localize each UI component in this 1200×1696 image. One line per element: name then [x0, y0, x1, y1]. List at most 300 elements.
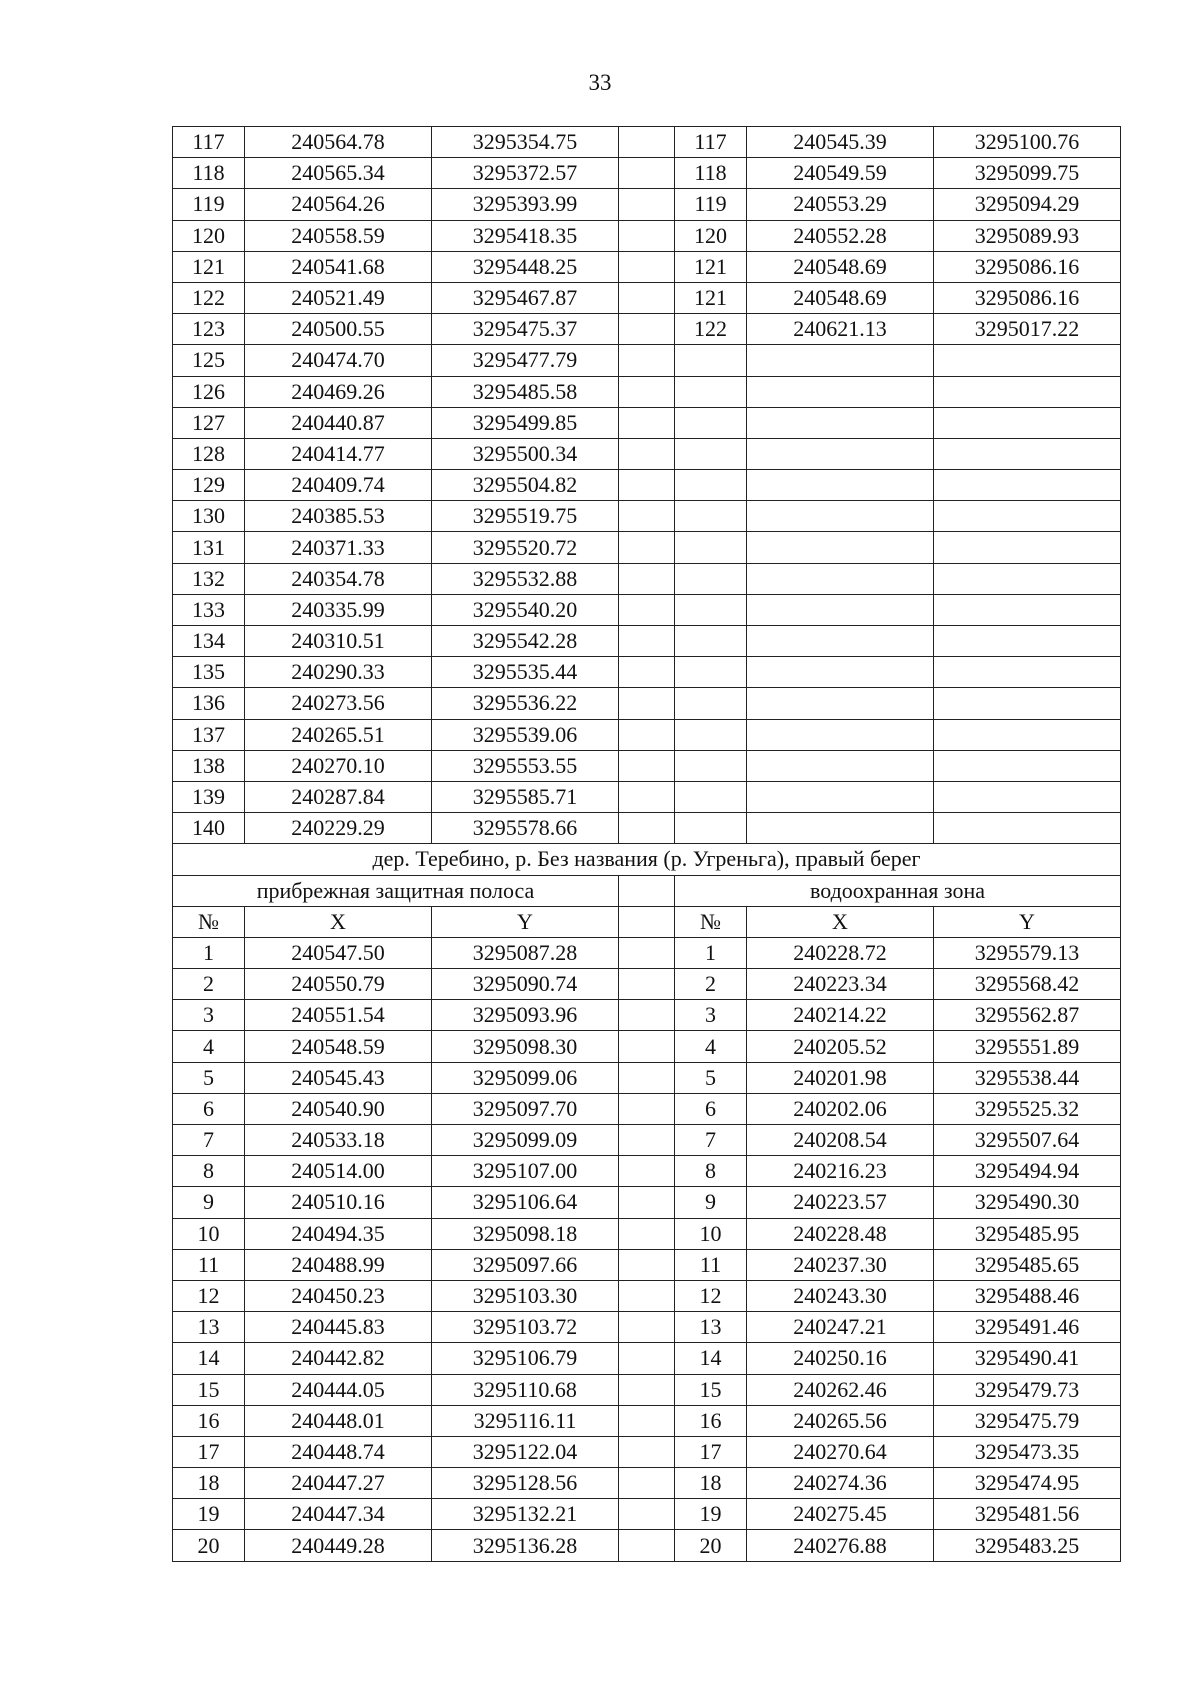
right-x: 240275.45 — [747, 1499, 934, 1530]
right-x — [747, 750, 934, 781]
left-x: 240494.35 — [245, 1218, 432, 1249]
right-y: 3295485.65 — [934, 1249, 1121, 1280]
left-y: 3295475.37 — [432, 314, 619, 345]
table-row — [173, 688, 1121, 719]
table-row — [173, 937, 1121, 968]
right-y: 3295488.46 — [934, 1280, 1121, 1311]
right-col-y-header: Y — [934, 906, 1121, 937]
left-point-number: 119 — [173, 189, 245, 220]
left-col-y-header: Y — [432, 906, 619, 937]
right-x — [747, 345, 934, 376]
left-x: 240385.53 — [245, 501, 432, 532]
right-y: 3295490.41 — [934, 1343, 1121, 1374]
section-title-row — [173, 844, 1121, 875]
page-number: 33 — [588, 70, 612, 95]
right-point-number: 5 — [675, 1062, 747, 1093]
right-point-number: 10 — [675, 1218, 747, 1249]
right-y: 3295086.16 — [934, 251, 1121, 282]
right-point-number: 3 — [675, 1000, 747, 1031]
table-row — [173, 1125, 1121, 1156]
right-y: 3295481.56 — [934, 1499, 1121, 1530]
left-point-number: 17 — [173, 1436, 245, 1467]
right-x — [747, 719, 934, 750]
coordinates-table — [172, 126, 1121, 1562]
left-x: 240440.87 — [245, 407, 432, 438]
right-x: 240237.30 — [747, 1249, 934, 1280]
left-x: 240371.33 — [245, 532, 432, 563]
left-y: 3295354.75 — [432, 127, 619, 158]
right-x: 240265.56 — [747, 1405, 934, 1436]
table-row — [173, 189, 1121, 220]
left-y: 3295485.58 — [432, 376, 619, 407]
left-y: 3295504.82 — [432, 470, 619, 501]
right-x — [747, 407, 934, 438]
left-x: 240445.83 — [245, 1312, 432, 1343]
gap-cell — [619, 1468, 675, 1499]
right-y — [934, 719, 1121, 750]
table-row — [173, 1093, 1121, 1124]
left-y: 3295540.20 — [432, 594, 619, 625]
left-y: 3295448.25 — [432, 251, 619, 282]
right-point-number — [675, 345, 747, 376]
section-header — [173, 844, 1121, 938]
table-row — [173, 594, 1121, 625]
right-point-number: 8 — [675, 1156, 747, 1187]
right-y: 3295491.46 — [934, 1312, 1121, 1343]
left-y: 3295393.99 — [432, 189, 619, 220]
table-row — [173, 220, 1121, 251]
left-point-number: 14 — [173, 1343, 245, 1374]
table-row — [173, 470, 1121, 501]
left-point-number: 18 — [173, 1468, 245, 1499]
left-point-number: 129 — [173, 470, 245, 501]
gap-cell — [619, 875, 675, 906]
gap-cell — [619, 1249, 675, 1280]
table-row — [173, 438, 1121, 469]
left-point-number: 118 — [173, 158, 245, 189]
gap-cell — [619, 750, 675, 781]
gap-cell — [619, 1405, 675, 1436]
table-row — [173, 1031, 1121, 1062]
right-y: 3295474.95 — [934, 1468, 1121, 1499]
right-point-number: 121 — [675, 251, 747, 282]
right-point-number: 122 — [675, 314, 747, 345]
table-row — [173, 345, 1121, 376]
table-row — [173, 1062, 1121, 1093]
gap-cell — [619, 1343, 675, 1374]
right-x: 240202.06 — [747, 1093, 934, 1124]
right-point-number — [675, 438, 747, 469]
gap-cell — [619, 1156, 675, 1187]
right-x: 240228.72 — [747, 937, 934, 968]
right-point-number — [675, 750, 747, 781]
table-row — [173, 1499, 1121, 1530]
right-point-number — [675, 407, 747, 438]
left-y: 3295103.72 — [432, 1312, 619, 1343]
left-point-number: 133 — [173, 594, 245, 625]
gap-cell — [619, 969, 675, 1000]
right-x: 240621.13 — [747, 314, 934, 345]
gap-cell — [619, 1062, 675, 1093]
right-x — [747, 376, 934, 407]
gap-cell — [619, 906, 675, 937]
right-point-number: 4 — [675, 1031, 747, 1062]
left-y: 3295553.55 — [432, 750, 619, 781]
left-y: 3295099.06 — [432, 1062, 619, 1093]
gap-cell — [619, 657, 675, 688]
table-row — [173, 282, 1121, 313]
left-x: 240287.84 — [245, 781, 432, 812]
left-point-number: 135 — [173, 657, 245, 688]
left-x: 240488.99 — [245, 1249, 432, 1280]
gap-cell — [619, 1530, 675, 1561]
left-point-number: 130 — [173, 501, 245, 532]
left-point-number: 12 — [173, 1280, 245, 1311]
right-y: 3295089.93 — [934, 220, 1121, 251]
left-y: 3295116.11 — [432, 1405, 619, 1436]
left-y: 3295098.18 — [432, 1218, 619, 1249]
right-x: 240216.23 — [747, 1156, 934, 1187]
left-point-number: 131 — [173, 532, 245, 563]
left-y: 3295418.35 — [432, 220, 619, 251]
right-x: 240208.54 — [747, 1125, 934, 1156]
right-y: 3295475.79 — [934, 1405, 1121, 1436]
gap-cell — [619, 1499, 675, 1530]
table-row — [173, 1187, 1121, 1218]
left-y: 3295106.79 — [432, 1343, 619, 1374]
left-point-number: 7 — [173, 1125, 245, 1156]
left-y: 3295536.22 — [432, 688, 619, 719]
gap-cell — [619, 1031, 675, 1062]
left-col-num-header: № — [173, 906, 245, 937]
left-point-number: 138 — [173, 750, 245, 781]
gap-cell — [619, 1125, 675, 1156]
right-point-number — [675, 594, 747, 625]
left-y: 3295107.00 — [432, 1156, 619, 1187]
left-x: 240449.28 — [245, 1530, 432, 1561]
table-row — [173, 532, 1121, 563]
gap-cell — [619, 1187, 675, 1218]
left-x: 240541.68 — [245, 251, 432, 282]
right-y: 3295479.73 — [934, 1374, 1121, 1405]
right-point-number: 7 — [675, 1125, 747, 1156]
right-y — [934, 345, 1121, 376]
right-x — [747, 813, 934, 844]
right-x — [747, 594, 934, 625]
table-row — [173, 1156, 1121, 1187]
gap-cell — [619, 1312, 675, 1343]
gap-cell — [619, 937, 675, 968]
left-x: 240548.59 — [245, 1031, 432, 1062]
left-y: 3295103.30 — [432, 1280, 619, 1311]
left-point-number: 120 — [173, 220, 245, 251]
right-y: 3295568.42 — [934, 969, 1121, 1000]
left-y: 3295519.75 — [432, 501, 619, 532]
right-x: 240223.57 — [747, 1187, 934, 1218]
continuation-rows — [173, 127, 1121, 844]
left-y: 3295477.79 — [432, 345, 619, 376]
gap-cell — [619, 719, 675, 750]
gap-cell — [619, 158, 675, 189]
left-point-number: 121 — [173, 251, 245, 282]
gap-cell — [619, 189, 675, 220]
left-point-number: 134 — [173, 626, 245, 657]
right-x: 240247.21 — [747, 1312, 934, 1343]
left-y: 3295539.06 — [432, 719, 619, 750]
left-x: 240290.33 — [245, 657, 432, 688]
right-y — [934, 563, 1121, 594]
left-point-number: 11 — [173, 1249, 245, 1280]
right-x: 240553.29 — [747, 189, 934, 220]
right-x — [747, 470, 934, 501]
right-y: 3295490.30 — [934, 1187, 1121, 1218]
right-x: 240214.22 — [747, 1000, 934, 1031]
gap-cell — [619, 813, 675, 844]
left-x: 240265.51 — [245, 719, 432, 750]
right-y — [934, 750, 1121, 781]
table-row — [173, 251, 1121, 282]
left-point-number: 15 — [173, 1374, 245, 1405]
left-x: 240450.23 — [245, 1280, 432, 1311]
left-x: 240565.34 — [245, 158, 432, 189]
left-point-number: 137 — [173, 719, 245, 750]
gap-cell — [619, 1218, 675, 1249]
gap-cell — [619, 1093, 675, 1124]
right-y — [934, 532, 1121, 563]
left-y: 3295090.74 — [432, 969, 619, 1000]
left-x: 240229.29 — [245, 813, 432, 844]
table-row — [173, 750, 1121, 781]
right-y: 3295099.75 — [934, 158, 1121, 189]
left-point-number: 1 — [173, 937, 245, 968]
right-point-number: 16 — [675, 1405, 747, 1436]
right-x: 240276.88 — [747, 1530, 934, 1561]
section-rows — [173, 937, 1121, 1561]
right-point-number: 9 — [675, 1187, 747, 1218]
right-point-number — [675, 813, 747, 844]
left-point-number: 16 — [173, 1405, 245, 1436]
right-point-number — [675, 470, 747, 501]
right-x: 240548.69 — [747, 251, 934, 282]
right-y — [934, 688, 1121, 719]
table-row — [173, 501, 1121, 532]
gap-cell — [619, 1374, 675, 1405]
right-col-num-header: № — [675, 906, 747, 937]
left-y: 3295520.72 — [432, 532, 619, 563]
gap-cell — [619, 688, 675, 719]
table-row — [173, 813, 1121, 844]
right-y: 3295538.44 — [934, 1062, 1121, 1093]
right-x: 240549.59 — [747, 158, 934, 189]
table-row — [173, 969, 1121, 1000]
right-x: 240250.16 — [747, 1343, 934, 1374]
right-point-number — [675, 657, 747, 688]
left-point-number: 8 — [173, 1156, 245, 1187]
left-x: 240469.26 — [245, 376, 432, 407]
right-point-number: 11 — [675, 1249, 747, 1280]
right-point-number — [675, 563, 747, 594]
gap-cell — [619, 376, 675, 407]
right-y — [934, 470, 1121, 501]
gap-cell — [619, 1280, 675, 1311]
table-row — [173, 1374, 1121, 1405]
left-x: 240510.16 — [245, 1187, 432, 1218]
table-row — [173, 657, 1121, 688]
right-point-number: 119 — [675, 189, 747, 220]
right-x: 240228.48 — [747, 1218, 934, 1249]
right-x: 240552.28 — [747, 220, 934, 251]
right-point-number: 12 — [675, 1280, 747, 1311]
left-x: 240447.27 — [245, 1468, 432, 1499]
right-x: 240205.52 — [747, 1031, 934, 1062]
table-row — [173, 1218, 1121, 1249]
right-x: 240270.64 — [747, 1436, 934, 1467]
gap-cell — [619, 345, 675, 376]
left-y: 3295132.21 — [432, 1499, 619, 1530]
table-row — [173, 127, 1121, 158]
left-y: 3295128.56 — [432, 1468, 619, 1499]
table-row — [173, 781, 1121, 812]
gap-cell — [619, 1000, 675, 1031]
left-x: 240335.99 — [245, 594, 432, 625]
left-x: 240514.00 — [245, 1156, 432, 1187]
left-point-number: 2 — [173, 969, 245, 1000]
zone-header-row — [173, 875, 1121, 906]
right-y: 3295017.22 — [934, 314, 1121, 345]
right-point-number — [675, 376, 747, 407]
right-y: 3295483.25 — [934, 1530, 1121, 1561]
gap-cell — [619, 438, 675, 469]
right-y — [934, 376, 1121, 407]
left-point-number: 136 — [173, 688, 245, 719]
gap-cell — [619, 532, 675, 563]
left-y: 3295093.96 — [432, 1000, 619, 1031]
table-row — [173, 719, 1121, 750]
left-x: 240273.56 — [245, 688, 432, 719]
left-point-number: 122 — [173, 282, 245, 313]
left-y: 3295467.87 — [432, 282, 619, 313]
left-y: 3295542.28 — [432, 626, 619, 657]
left-y: 3295097.66 — [432, 1249, 619, 1280]
table-row — [173, 1343, 1121, 1374]
left-x: 240270.10 — [245, 750, 432, 781]
right-point-number: 20 — [675, 1530, 747, 1561]
left-point-number: 6 — [173, 1093, 245, 1124]
left-x: 240533.18 — [245, 1125, 432, 1156]
left-x: 240564.26 — [245, 189, 432, 220]
right-x: 240243.30 — [747, 1280, 934, 1311]
left-point-number: 117 — [173, 127, 245, 158]
right-x — [747, 657, 934, 688]
gap-cell — [619, 251, 675, 282]
section-title: дер. Теребино, р. Без названия (р. Угреньга), правый берег — [173, 844, 1121, 875]
left-y: 3295122.04 — [432, 1436, 619, 1467]
right-y — [934, 407, 1121, 438]
table-row — [173, 376, 1121, 407]
right-y — [934, 813, 1121, 844]
right-x: 240274.36 — [747, 1468, 934, 1499]
right-point-number: 118 — [675, 158, 747, 189]
right-col-x-header: X — [747, 906, 934, 937]
left-point-number: 123 — [173, 314, 245, 345]
table-row — [173, 1530, 1121, 1561]
right-point-number: 2 — [675, 969, 747, 1000]
right-point-number: 117 — [675, 127, 747, 158]
left-x: 240310.51 — [245, 626, 432, 657]
left-y: 3295098.30 — [432, 1031, 619, 1062]
right-point-number: 6 — [675, 1093, 747, 1124]
left-y: 3295099.09 — [432, 1125, 619, 1156]
left-x: 240444.05 — [245, 1374, 432, 1405]
right-y: 3295525.32 — [934, 1093, 1121, 1124]
left-y: 3295106.64 — [432, 1187, 619, 1218]
left-y: 3295110.68 — [432, 1374, 619, 1405]
left-x: 240414.77 — [245, 438, 432, 469]
left-y: 3295578.66 — [432, 813, 619, 844]
left-x: 240558.59 — [245, 220, 432, 251]
table-row — [173, 626, 1121, 657]
gap-cell — [619, 407, 675, 438]
column-header-row — [173, 906, 1121, 937]
left-point-number: 126 — [173, 376, 245, 407]
gap-cell — [619, 282, 675, 313]
left-point-number: 13 — [173, 1312, 245, 1343]
right-y — [934, 781, 1121, 812]
right-y: 3295507.64 — [934, 1125, 1121, 1156]
left-point-number: 125 — [173, 345, 245, 376]
left-x: 240409.74 — [245, 470, 432, 501]
right-y: 3295562.87 — [934, 1000, 1121, 1031]
left-x: 240447.34 — [245, 1499, 432, 1530]
right-y: 3295485.95 — [934, 1218, 1121, 1249]
right-x — [747, 438, 934, 469]
right-y — [934, 626, 1121, 657]
left-point-number: 20 — [173, 1530, 245, 1561]
left-x: 240442.82 — [245, 1343, 432, 1374]
left-point-number: 139 — [173, 781, 245, 812]
left-y: 3295535.44 — [432, 657, 619, 688]
left-col-x-header: X — [245, 906, 432, 937]
left-point-number: 140 — [173, 813, 245, 844]
left-y: 3295499.85 — [432, 407, 619, 438]
left-point-number: 4 — [173, 1031, 245, 1062]
gap-cell — [619, 314, 675, 345]
table-row — [173, 1436, 1121, 1467]
gap-cell — [619, 563, 675, 594]
right-point-number: 120 — [675, 220, 747, 251]
right-x: 240262.46 — [747, 1374, 934, 1405]
right-x: 240223.34 — [747, 969, 934, 1000]
right-y: 3295100.76 — [934, 127, 1121, 158]
table-row — [173, 1249, 1121, 1280]
right-x — [747, 688, 934, 719]
left-x: 240564.78 — [245, 127, 432, 158]
left-x: 240474.70 — [245, 345, 432, 376]
left-x: 240500.55 — [245, 314, 432, 345]
right-x — [747, 781, 934, 812]
right-point-number: 19 — [675, 1499, 747, 1530]
right-x: 240545.39 — [747, 127, 934, 158]
gap-cell — [619, 781, 675, 812]
right-y: 3295473.35 — [934, 1436, 1121, 1467]
left-zone-header: прибрежная защитная полоса — [173, 875, 619, 906]
left-point-number: 3 — [173, 1000, 245, 1031]
table-row — [173, 314, 1121, 345]
left-x: 240521.49 — [245, 282, 432, 313]
table-row — [173, 1468, 1121, 1499]
left-point-number: 10 — [173, 1218, 245, 1249]
table-row — [173, 1312, 1121, 1343]
